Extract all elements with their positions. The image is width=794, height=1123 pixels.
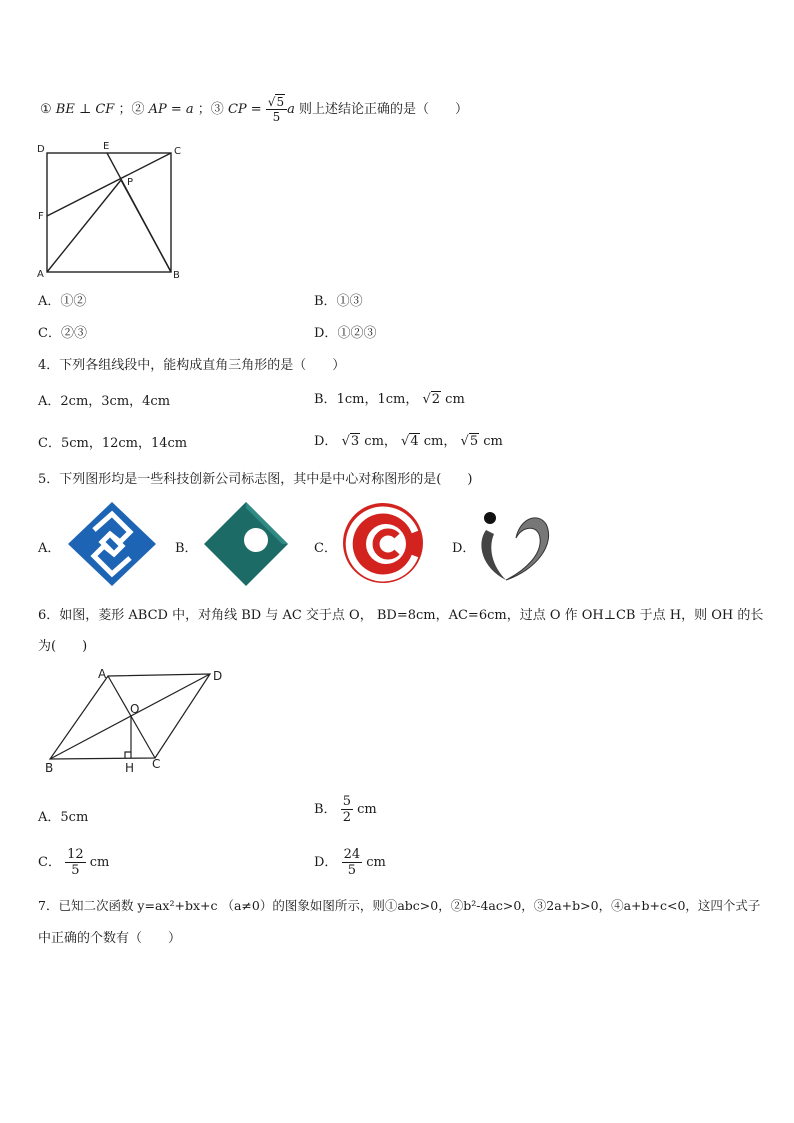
label-f: F xyxy=(38,211,44,222)
q4-option-d[interactable]: D． √3 cm， √4 cm， √5 cm xyxy=(314,434,503,449)
logo-d-dot xyxy=(484,512,496,524)
label-e: E xyxy=(103,141,110,152)
q3-option-b[interactable]: B．①③ xyxy=(314,294,363,309)
q7-stem-line-1: 7．已知二次函数 y=ax²+bx+c （a≠0）的图象如图所示，则①abc>0，②b²-4ac>0，③2a+b>0，④a+b+c<0，这四个式子 xyxy=(38,898,761,913)
q3-fraction: $\frac{√5}{5}$ xyxy=(266,96,287,123)
q6-option-d[interactable]: D． $\frac{24}{5}$ cm xyxy=(314,847,386,878)
q6-option-b[interactable]: B． $\frac{5}{2}$ cm xyxy=(314,794,377,825)
q7-stem-line-2: 中正确的个数有（ ） xyxy=(38,931,182,946)
q5-label-d[interactable]: D． xyxy=(452,541,476,556)
logo-d-left-stroke xyxy=(481,530,506,580)
q3-suffix: 则上述结论正确的是（ ） xyxy=(299,102,469,117)
label-d: D xyxy=(37,144,45,155)
q3-sep-1: ；② xyxy=(118,102,145,117)
label-d: D xyxy=(213,669,223,683)
q3-option-d[interactable]: D．①②③ xyxy=(314,326,377,341)
label-c: C xyxy=(152,757,161,771)
q6-option-b-fraction: $\frac{5}{2}$ xyxy=(342,794,351,825)
logo-c-red-circle xyxy=(340,500,426,586)
q3-square-figure xyxy=(30,140,200,282)
q3-stem xyxy=(40,90,468,130)
logo-b-teal-diamond xyxy=(202,500,290,588)
sqrt-symbol: √5 xyxy=(460,434,479,449)
logo-a-blue-maze xyxy=(66,500,158,588)
q3-statement-3-lhs: CP = xyxy=(227,102,262,117)
right-angle-mark xyxy=(125,752,131,758)
q6-option-c[interactable]: C． $\frac{12}{5}$ cm xyxy=(38,847,110,878)
q6-rhombus-figure xyxy=(40,664,240,776)
label-c: C xyxy=(174,146,181,157)
q6-stem-line-2: 为( ) xyxy=(38,639,88,654)
q6-option-c-fraction: $\frac{12}{5}$ xyxy=(67,847,84,878)
label-b: B xyxy=(45,761,54,775)
q3-statement-1: BE ⊥ CF xyxy=(55,102,115,117)
sqrt-symbol: √5 xyxy=(267,95,285,109)
q6-option-d-fraction: $\frac{24}{5}$ xyxy=(343,847,361,878)
segment-ap xyxy=(47,180,121,272)
label-p: P xyxy=(127,177,134,188)
label-a: A xyxy=(98,667,107,681)
q6-option-a[interactable]: A．5cm xyxy=(38,810,89,825)
q3-option-a[interactable]: A．①② xyxy=(38,294,87,309)
logo-d-heart xyxy=(476,508,556,584)
q3-circle-1: ① xyxy=(40,102,52,117)
q5-stem: 5．下列图形均是一些科技创新公司标志图，其中是中心对称图形的是( ) xyxy=(38,472,473,487)
q3-var-a: a xyxy=(287,102,295,117)
logo-d-right-stroke xyxy=(506,518,549,580)
label-h: H xyxy=(125,761,135,775)
sqrt-symbol: √3 xyxy=(341,434,360,449)
segment-pb xyxy=(121,180,171,272)
q4-option-c[interactable]: C．5cm，12cm，14cm xyxy=(38,436,188,451)
q5-label-b[interactable]: B． xyxy=(175,541,198,556)
label-b: B xyxy=(173,270,180,281)
q5-label-a[interactable]: A． xyxy=(38,541,61,556)
q3-option-c[interactable]: C．②③ xyxy=(38,326,87,341)
square-abcd xyxy=(47,153,171,272)
q5-label-c[interactable]: C． xyxy=(314,541,337,556)
segment-fc xyxy=(47,153,171,216)
q4-stem: 4．下列各组线段中，能构成直角三角形的是（ ） xyxy=(38,358,346,373)
q6-stem-line-1: 6．如图，菱形 ABCD 中，对角线 BD 与 AC 交于点 O， BD=8cm，AC=6cm，过点 O 作 OH⊥CB 于点 H，则 OH 的长 xyxy=(38,608,764,623)
sqrt-symbol: √4 xyxy=(401,434,419,449)
q3-sep-2: ；③ xyxy=(197,102,224,117)
q3-statement-2: AP = a xyxy=(148,102,194,117)
label-a: A xyxy=(37,269,44,280)
sqrt-symbol: √2 xyxy=(422,392,441,407)
label-o: O xyxy=(130,702,140,716)
q4-option-a[interactable]: A．2cm，3cm，4cm xyxy=(38,394,171,409)
diagonal-bd xyxy=(50,674,210,759)
q4-option-b[interactable]: B．1cm，1cm， √2 cm xyxy=(314,392,465,407)
logo-b-hole xyxy=(244,528,268,552)
